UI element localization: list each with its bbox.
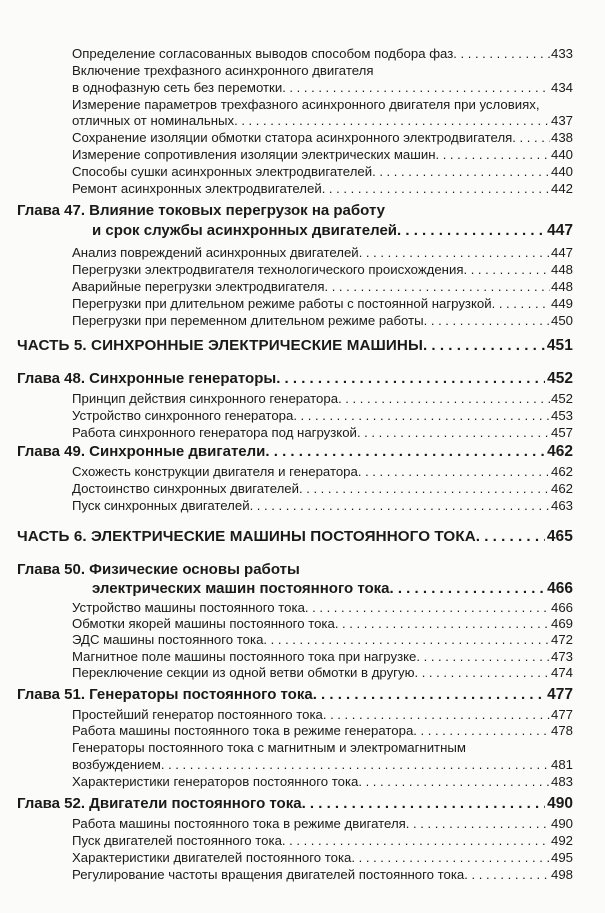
chapter-page: 490 <box>547 795 573 812</box>
leader-dots <box>359 244 550 261</box>
toc-entry[interactable] <box>72 849 573 866</box>
toc-entry-page: 457 <box>550 425 573 440</box>
leader-dots <box>476 526 545 548</box>
part-title: ЧАСТЬ 6. ЭЛЕКТРИЧЕСКИЕ МАШИНЫ ПОСТОЯННОГО ТОКА <box>17 528 476 545</box>
toc-entry-title: Анализ повреждений асинхронных двигателей <box>72 245 359 260</box>
part-title: ЧАСТЬ 5. СИНХРОННЫЕ ЭЛЕКТРИЧЕСКИЕ МАШИНЫ <box>17 337 423 354</box>
toc-entry[interactable] <box>72 706 573 723</box>
leader-dots <box>492 295 550 312</box>
leader-dots <box>357 424 550 441</box>
toc-entry[interactable] <box>72 815 573 832</box>
toc-entry-page: 449 <box>550 296 573 311</box>
chapter-entry[interactable] <box>17 441 573 462</box>
leader-dots <box>322 180 550 197</box>
toc-entry-title: Обмотки якорей машины постоянного тока <box>72 616 335 631</box>
chapter-entry[interactable] <box>92 578 573 599</box>
toc-entry-title: Переключение секции из одной ветви обмотки в другую <box>72 665 415 680</box>
leader-dots <box>299 480 550 497</box>
toc-entry-page: 448 <box>550 279 573 294</box>
toc-entry-page: 466 <box>550 600 573 615</box>
toc-entry[interactable] <box>72 163 573 180</box>
toc-entry-title-line: Генераторы постоянного тока с магнитным и электромагнитным <box>72 740 466 755</box>
toc-entry-page: 437 <box>550 113 573 128</box>
leader-dots <box>234 112 550 129</box>
leader-dots <box>305 599 550 616</box>
toc-entry[interactable] <box>72 599 573 616</box>
leader-dots <box>313 684 545 705</box>
toc-entry[interactable] <box>72 312 573 329</box>
leader-dots <box>276 368 545 389</box>
leader-dots <box>464 866 550 883</box>
leader-dots <box>282 79 550 96</box>
toc-entry[interactable] <box>72 45 573 62</box>
toc-entry-title-line: Включение трехфазного асинхронного двигателя <box>72 63 374 78</box>
toc-entry-title: Определение согласованных выводов способом подбора фаз <box>72 46 454 61</box>
toc-entry-title: Достоинство синхронных двигателей <box>72 481 299 496</box>
leader-dots <box>416 648 550 665</box>
leader-dots <box>413 722 550 739</box>
leader-dots <box>250 497 550 514</box>
toc-entry-title: Аварийные перегрузки электродвигателя <box>72 279 325 294</box>
leader-dots <box>358 463 550 480</box>
toc-entry-title: Пуск двигателей постоянного тока <box>72 833 282 848</box>
toc-entry-title: Простейший генератор постоянного тока <box>72 707 323 722</box>
toc-entry-title: Перегрузки при переменном длительном режиме работы <box>72 313 424 328</box>
leader-dots <box>335 615 550 632</box>
toc-entry[interactable] <box>72 722 573 739</box>
toc-entry[interactable] <box>72 261 573 278</box>
chapter-title: Глава 48. Синхронные генераторы <box>17 370 277 387</box>
leader-dots <box>358 773 550 790</box>
toc-entry-title: Магнитное поле машины постоянного тока при нагрузке <box>72 649 417 664</box>
part-entry[interactable] <box>17 526 573 548</box>
chapter-page: 462 <box>547 443 573 460</box>
toc-entry[interactable] <box>72 424 573 441</box>
chapter-entry[interactable] <box>17 793 573 814</box>
toc-entry[interactable] <box>72 146 573 163</box>
chapter-title[interactable]: Глава 50. Физические основы работы <box>17 561 300 578</box>
toc-entry[interactable] <box>72 129 573 146</box>
toc-entry-title: Перегрузки электродвигателя технологического происхождения <box>72 262 464 277</box>
chapter-entry[interactable] <box>92 220 573 241</box>
toc-entry-page: 440 <box>550 147 573 162</box>
toc-entry[interactable] <box>72 664 573 681</box>
toc-entry[interactable] <box>72 278 573 295</box>
toc-entry-page: 472 <box>550 632 573 647</box>
leader-dots <box>263 631 550 648</box>
leader-dots <box>435 146 550 163</box>
leader-dots <box>302 793 546 814</box>
toc-entry-page: 477 <box>550 707 573 722</box>
toc-entry-title: Устройство машины постоянного тока <box>72 600 305 615</box>
leader-dots <box>293 407 550 424</box>
toc-entry-title: в однофазную сеть без перемотки <box>72 80 283 95</box>
chapter-title: Глава 49. Синхронные двигатели <box>17 443 266 460</box>
leader-dots <box>338 390 550 407</box>
chapter-page: 466 <box>547 580 573 597</box>
toc-entry[interactable] <box>72 866 573 883</box>
toc-entry-title: Измерение сопротивления изоляции электрических машин <box>72 147 436 162</box>
toc-entry-page: 473 <box>550 649 573 664</box>
leader-dots <box>397 220 545 241</box>
toc-entry-title: возбуждением <box>72 757 161 772</box>
toc-entry-page: 448 <box>550 262 573 277</box>
part-page: 465 <box>546 528 573 545</box>
chapter-title-continued: и срок службы асинхронных двигателей <box>92 222 398 239</box>
toc-entry-page: 450 <box>550 313 573 328</box>
toc-entry-page: 490 <box>550 816 573 831</box>
toc-entry[interactable] <box>72 463 573 480</box>
toc-entry-page: 434 <box>550 80 573 95</box>
leader-dots <box>463 261 550 278</box>
toc-entry-page: 442 <box>550 181 573 196</box>
chapter-entry[interactable] <box>17 684 573 705</box>
chapter-entry[interactable] <box>17 368 573 389</box>
toc-entry-title: Ремонт асинхронных электродвигателей <box>72 181 322 196</box>
toc-entry-page: 483 <box>550 774 573 789</box>
toc-entry-title: Пуск синхронных двигателей <box>72 498 250 513</box>
toc-entry-title: Работа синхронного генератора под нагрузкой <box>72 425 357 440</box>
chapter-page: 477 <box>547 686 573 703</box>
toc-entry-page: 474 <box>550 665 573 680</box>
leader-dots <box>390 578 546 599</box>
toc-entry-title: Характеристики двигателей постоянного тока <box>72 850 352 865</box>
toc-entry-title: Работа машины постоянного тока в режиме двигателя <box>72 816 406 831</box>
toc-entry-title: Принцип действия синхронного генератора <box>72 391 339 406</box>
toc-entry-page: 462 <box>550 464 573 479</box>
leader-dots <box>265 441 545 462</box>
toc-entry-page: 481 <box>550 757 573 772</box>
toc-entry-title: Сохранение изоляции обмотки статора асинхронного электродвигателя <box>72 130 513 145</box>
chapter-page: 447 <box>547 222 573 239</box>
leader-dots <box>372 163 550 180</box>
toc-entry[interactable] <box>72 390 573 407</box>
chapter-title: Глава 52. Двигатели постоянного тока <box>17 795 302 812</box>
toc-entry-page: 463 <box>550 498 573 513</box>
toc-entry[interactable] <box>72 180 573 197</box>
chapter-title[interactable]: Глава 47. Влияние токовых перегрузок на работу <box>17 202 386 219</box>
toc-entry[interactable] <box>72 773 573 790</box>
toc-entry-title: Характеристики генераторов постоянного тока <box>72 774 359 789</box>
toc-entry[interactable] <box>72 615 573 632</box>
toc-entry[interactable] <box>72 631 573 648</box>
toc-entry[interactable] <box>72 832 573 849</box>
toc-entry-page: 453 <box>550 408 573 423</box>
toc-entry-page: 469 <box>550 616 573 631</box>
leader-dots <box>414 664 550 681</box>
toc-entry-title: Регулирование частоты вращения двигателей постоянного тока <box>72 867 465 882</box>
toc-entry[interactable] <box>72 480 573 497</box>
toc-entry-title: Перегрузки при длительном режиме работы с постоянной нагрузкой <box>72 296 492 311</box>
toc-entry-title: Работа машины постоянного тока в режиме генератора <box>72 723 414 738</box>
toc-entry-title: Устройство синхронного генератора <box>72 408 294 423</box>
leader-dots <box>323 706 550 723</box>
toc-entry-page: 498 <box>550 867 573 882</box>
leader-dots <box>282 832 550 849</box>
toc-entry[interactable] <box>72 756 573 773</box>
leader-dots <box>453 45 550 62</box>
toc-entry-title: отличных от номинальных <box>72 113 235 128</box>
toc-entry-title-line: Измерение параметров трехфазного асинхронного двигателя при условиях, <box>72 97 540 112</box>
toc-entry-page: 462 <box>550 481 573 496</box>
toc-entry[interactable] <box>72 648 573 665</box>
leader-dots <box>406 815 550 832</box>
leader-dots <box>423 335 545 357</box>
leader-dots <box>512 129 550 146</box>
toc-entry[interactable] <box>72 79 573 96</box>
toc-entry-page: 447 <box>550 245 573 260</box>
toc-entry[interactable] <box>72 497 573 514</box>
toc-entry-page: 438 <box>550 130 573 145</box>
toc-entry[interactable] <box>72 244 573 261</box>
toc-entry-page: 433 <box>550 46 573 61</box>
leader-dots <box>161 756 550 773</box>
toc-entry[interactable] <box>72 112 573 129</box>
leader-dots <box>351 849 550 866</box>
toc-entry-page: 492 <box>550 833 573 848</box>
chapter-page: 452 <box>547 370 573 387</box>
part-entry[interactable] <box>17 335 573 357</box>
toc-entry[interactable] <box>72 295 573 312</box>
part-page: 451 <box>546 337 573 354</box>
toc-entry-page: 440 <box>550 164 573 179</box>
toc-entry-page: 495 <box>550 850 573 865</box>
chapter-title: Глава 51. Генераторы постоянного тока <box>17 686 313 703</box>
toc-entry-title: Схожесть конструкции двигателя и генератора <box>72 464 358 479</box>
toc-entry-title: ЭДС машины постоянного тока <box>72 632 264 647</box>
toc-entry-title: Способы сушки асинхронных электродвигателей <box>72 164 373 179</box>
chapter-title-continued: электрических машин постоянного тока <box>92 580 390 597</box>
toc-entry-page: 452 <box>550 391 573 406</box>
leader-dots <box>424 312 550 329</box>
toc-entry[interactable] <box>72 407 573 424</box>
toc-entry-page: 478 <box>550 723 573 738</box>
leader-dots <box>324 278 550 295</box>
